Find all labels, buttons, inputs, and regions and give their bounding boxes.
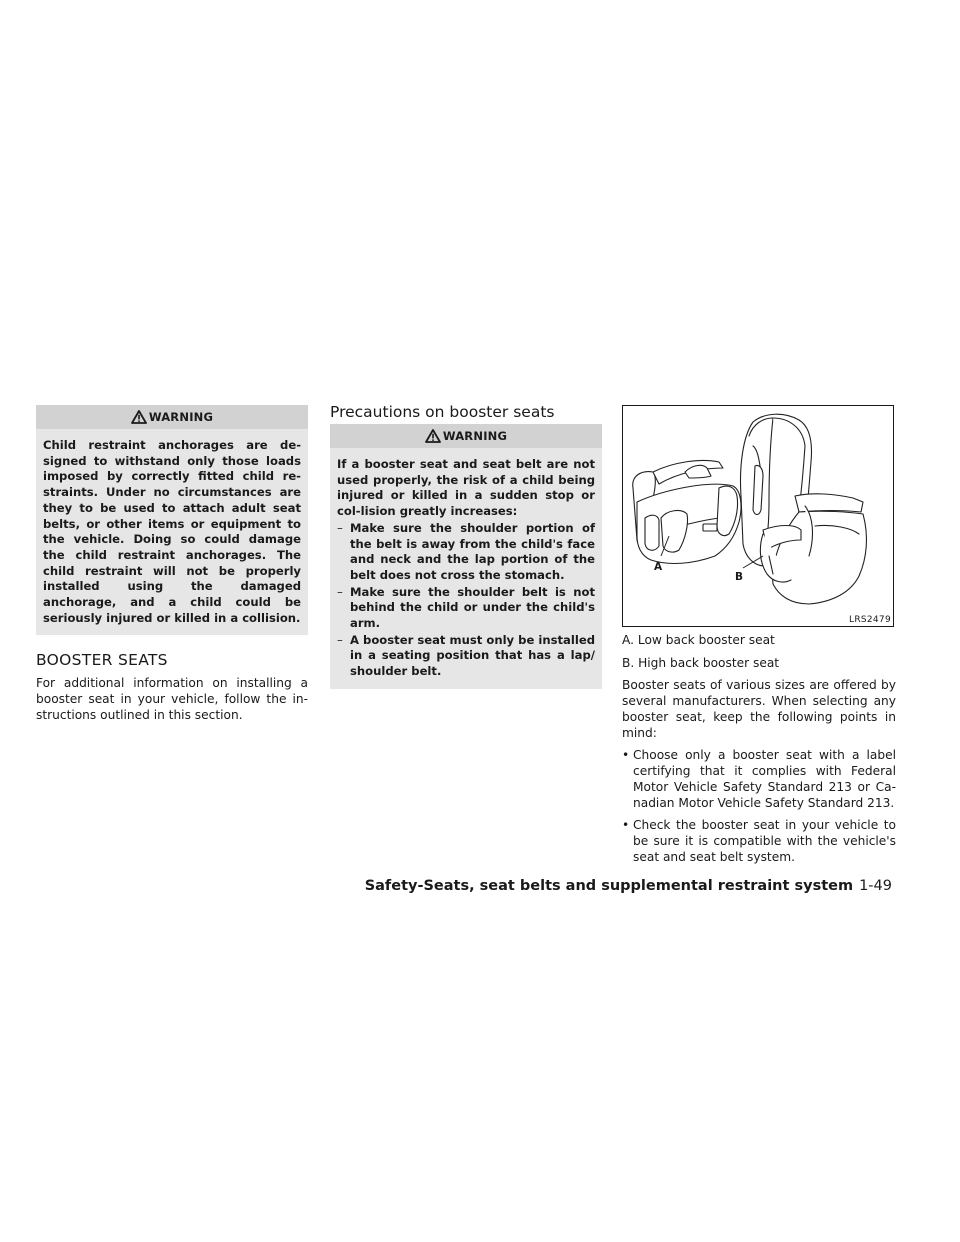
warning-intro: If a booster seat and seat belt are not used properly, the risk of a child being injured or killed in a sudden stop or col-lision greatly increases:: [337, 457, 595, 519]
booster-seat-illustration: [622, 405, 894, 627]
warning-list-item: – Make sure the shoulder portion of the belt is away from the child's face and neck and the lap portion of the belt does not cross the stomach.: [337, 520, 595, 582]
warning-header: [36, 405, 308, 429]
warning-list-item: – Make sure the shoulder belt is not behind the child or under the child's arm.: [337, 584, 595, 631]
figure-code: LRS2479: [849, 615, 891, 625]
warning-icon: [131, 410, 147, 424]
caption-b: B. High back booster seat: [622, 656, 780, 670]
figure-label-a: A: [654, 561, 663, 573]
intro-paragraph: For additional information on installing a booster seat in your vehicle, follow the in-structions outlined in this section.: [36, 676, 308, 723]
warning-box-precautions: [330, 424, 602, 689]
selection-paragraph: Booster seats of various sizes are offered by several manufacturers. When selecting any booster seat, keep the following points in mind:: [622, 678, 896, 740]
warning-header: [330, 424, 602, 448]
section-title-booster-seats: BOOSTER SEATS: [36, 651, 168, 670]
caption-a: A. Low back booster seat: [622, 633, 775, 647]
column-middle: [330, 405, 602, 689]
warning-body: [36, 429, 308, 635]
section-title-precautions: Precautions on booster seats: [330, 403, 555, 421]
warning-body: [330, 448, 602, 689]
list-item: • Choose only a booster seat with a label certifying that it complies with Federal Motor Vehicle Safety Standard 213 or Ca-nadian Motor Vehicle Safety Standard 213.: [622, 748, 896, 810]
column-left: [36, 405, 308, 723]
booster-seats-drawing: [623, 406, 893, 626]
selection-bullets: [622, 747, 896, 865]
figure-label-b: B: [735, 571, 744, 583]
list-item: • Check the booster seat in your vehicle to be sure it is compatible with the vehicle's seat and seat belt system.: [622, 818, 896, 864]
warning-heading: WARNING: [442, 429, 508, 443]
warning-icon: [425, 429, 441, 443]
page-footer: [365, 878, 892, 894]
page-number: 1-49: [859, 878, 892, 894]
warning-list-item: – A booster seat must only be installed in a seating position that has a lap/ shoulder belt.: [337, 632, 595, 679]
footer-chapter-title: Safety-Seats, seat belts and supplemental restraint system: [364, 878, 854, 894]
column-right: [622, 405, 896, 871]
warning-box-anchorages: [36, 405, 308, 635]
warning-text: Child restraint anchorages are de-signed to withstand only those loads imposed by correctly fitted child re-straints. Under no circumstances are they to be used to attach adult seat belts, or other items or equipment to the vehicle. Doing so could damage the child restraint anchorages. The child restraint will not be properly installed using the damaged anchorage, and a child could be seriously injured or killed in a collision.: [43, 438, 301, 625]
warning-heading: WARNING: [148, 410, 214, 424]
